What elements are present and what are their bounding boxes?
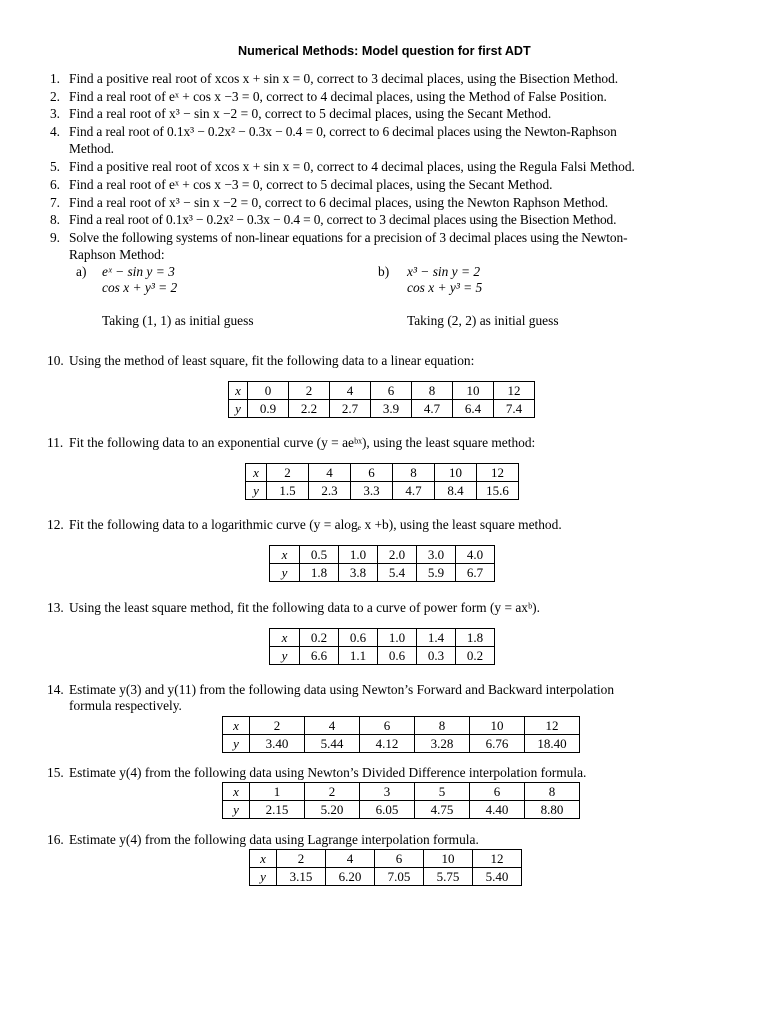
- q15-data-table: [222, 782, 580, 819]
- q16-x-cell: 10: [424, 850, 473, 868]
- q9-text: Solve the following systems of non-linear equations for a precision of 3 decimal places using the Newton-: [69, 230, 628, 245]
- q16-row-x: [250, 850, 522, 868]
- q13-text: Using the least square method, fit the following data to a curve of power form (y = axᵇ).: [69, 600, 540, 615]
- q10-x-cell: 12: [494, 382, 535, 400]
- q13-row-x: [270, 629, 495, 647]
- q15-x-cell: 1: [250, 783, 305, 801]
- q9-part-b-equation-1: x³ − sin y = 2: [407, 264, 481, 279]
- q10-x-cell: 10: [453, 382, 494, 400]
- q12-y-cell: 5.4: [378, 564, 417, 582]
- q16-row-y: [250, 868, 522, 886]
- q9-part-a-equation-1: eˣ − sin y = 3: [102, 264, 175, 279]
- q10-y-cell: 7.4: [494, 400, 535, 418]
- q14-y-cell: 3.28: [415, 735, 470, 753]
- q16-y-label: y: [250, 868, 277, 886]
- q15-y-cell: 2.15: [250, 801, 305, 819]
- q15-number: 15.: [47, 765, 64, 780]
- q16-x-cell: 6: [375, 850, 424, 868]
- q16-text: Estimate y(4) from the following data using Lagrange interpolation formula.: [69, 832, 479, 847]
- q16-y-cell: 5.40: [473, 868, 522, 886]
- q11-y-label: y: [246, 482, 267, 500]
- q11-number: 11.: [47, 435, 64, 450]
- q10-x-cell: 6: [371, 382, 412, 400]
- q11-y-cell: 4.7: [393, 482, 435, 500]
- q15-row-x: [223, 783, 580, 801]
- q10-y-cell: 4.7: [412, 400, 453, 418]
- q11-y-cell: 3.3: [351, 482, 393, 500]
- q13-number: 13.: [47, 600, 64, 615]
- q10-row-y: [229, 400, 535, 418]
- q7-number: 7.: [49, 195, 60, 210]
- q9-number: 9.: [49, 230, 60, 245]
- q16-x-cell: 4: [326, 850, 375, 868]
- q12-text: Fit the following data to a logarithmic curve (y = alogₑ x +b), using the least square method.: [69, 517, 562, 532]
- q1-number: 1.: [49, 71, 60, 86]
- q12-x-cell: 0.5: [300, 546, 339, 564]
- q14-y-cell: 6.76: [470, 735, 525, 753]
- q13-row-y: [270, 647, 495, 665]
- q12-row-x: [270, 546, 495, 564]
- q13-x-cell: 1.8: [456, 629, 495, 647]
- q14-x-label: x: [223, 717, 250, 735]
- q11-x-cell: 12: [477, 464, 519, 482]
- q10-number: 10.: [47, 353, 64, 368]
- q14-y-cell: 4.12: [360, 735, 415, 753]
- q9-part-b-guess: Taking (2, 2) as initial guess: [407, 313, 559, 328]
- q15-y-cell: 5.20: [305, 801, 360, 819]
- q10-y-cell: 6.4: [453, 400, 494, 418]
- q15-y-cell: 4.75: [415, 801, 470, 819]
- q14-data-table: [222, 716, 580, 753]
- q15-y-cell: 6.05: [360, 801, 415, 819]
- q7-text: Find a real root of x³ − sin x −2 = 0, correct to 6 decimal places, using the Newton Raphson Method.: [69, 195, 609, 210]
- q14-row-x: [223, 717, 580, 735]
- q13-y-cell: 6.6: [300, 647, 339, 665]
- q10-data-table: [228, 381, 535, 418]
- q1-text: Find a positive real root of xcos x + sin x = 0, correct to 3 decimal places, using the Bisection Method.: [69, 71, 619, 86]
- q12-y-cell: 6.7: [456, 564, 495, 582]
- q15-x-cell: 3: [360, 783, 415, 801]
- q11-x-label: x: [246, 464, 267, 482]
- q13-x-cell: 0.6: [339, 629, 378, 647]
- q10-y-cell: 2.7: [330, 400, 371, 418]
- q11-x-cell: 4: [309, 464, 351, 482]
- q4-number: 4.: [49, 124, 60, 139]
- q14-x-cell: 2: [250, 717, 305, 735]
- q9-part-b-label: b): [378, 264, 390, 279]
- q16-number: 16.: [47, 832, 64, 847]
- q11-x-cell: 6: [351, 464, 393, 482]
- q11-row-y: [246, 482, 519, 500]
- q10-y-cell: 0.9: [248, 400, 289, 418]
- q12-data-table: [269, 545, 495, 582]
- q14-x-cell: 12: [525, 717, 580, 735]
- q15-x-label: x: [223, 783, 250, 801]
- q14-y-cell: 18.40: [525, 735, 580, 753]
- q12-x-cell: 4.0: [456, 546, 495, 564]
- q11-y-cell: 2.3: [309, 482, 351, 500]
- q12-x-label: x: [270, 546, 300, 564]
- q5-number: 5.: [49, 159, 60, 174]
- q11-data-table: [245, 463, 519, 500]
- q11-x-cell: 8: [393, 464, 435, 482]
- q15-y-cell: 4.40: [470, 801, 525, 819]
- q9-part-b-equation-2: cos x + y³ = 5: [407, 280, 483, 295]
- q15-row-y: [223, 801, 580, 819]
- q10-y-cell: 2.2: [289, 400, 330, 418]
- q13-y-cell: 0.2: [456, 647, 495, 665]
- q9-part-a-equation-2: cos x + y³ = 2: [102, 280, 178, 295]
- q9-text-continued: Raphson Method:: [69, 247, 165, 262]
- q4-text-continued: Method.: [69, 141, 115, 156]
- q10-x-cell: 8: [412, 382, 453, 400]
- q14-x-cell: 6: [360, 717, 415, 735]
- q12-row-y: [270, 564, 495, 582]
- q13-x-cell: 0.2: [300, 629, 339, 647]
- q14-x-cell: 8: [415, 717, 470, 735]
- q8-text: Find a real root of 0.1x³ − 0.2x² − 0.3x − 0.4 = 0, correct to 3 decimal places using the Bisection Method.: [69, 212, 617, 227]
- q16-x-cell: 2: [277, 850, 326, 868]
- q12-y-cell: 1.8: [300, 564, 339, 582]
- q10-x-label: x: [229, 382, 248, 400]
- q12-x-cell: 3.0: [417, 546, 456, 564]
- q15-x-cell: 5: [415, 783, 470, 801]
- q2-text: Find a real root of eˣ + cos x −3 = 0, correct to 4 decimal places, using the Method of False Position.: [69, 89, 607, 104]
- q12-y-cell: 5.9: [417, 564, 456, 582]
- q14-text-continued: formula respectively.: [69, 698, 182, 713]
- q13-y-cell: 0.6: [378, 647, 417, 665]
- q11-text: Fit the following data to an exponential curve (y = aeᵇˣ), using the least square method:: [69, 435, 536, 450]
- q14-y-cell: 3.40: [250, 735, 305, 753]
- page-title: Numerical Methods: Model question for first ADT: [238, 44, 531, 58]
- q10-x-cell: 4: [330, 382, 371, 400]
- q10-x-cell: 0: [248, 382, 289, 400]
- q10-row-x: [229, 382, 535, 400]
- q16-y-cell: 5.75: [424, 868, 473, 886]
- q5-text: Find a positive real root of xcos x + sin x = 0, correct to 4 decimal places, using the Regula Falsi Method.: [69, 159, 635, 174]
- q13-y-cell: 0.3: [417, 647, 456, 665]
- q14-y-label: y: [223, 735, 250, 753]
- q14-text: Estimate y(3) and y(11) from the following data using Newton’s Forward and Backward interpolation: [69, 682, 615, 697]
- q3-number: 3.: [49, 106, 60, 121]
- q15-x-cell: 6: [470, 783, 525, 801]
- q16-y-cell: 6.20: [326, 868, 375, 886]
- q4-text: Find a real root of 0.1x³ − 0.2x² − 0.3x − 0.4 = 0, correct to 6 decimal places using the Newton-Raphson: [69, 124, 617, 139]
- q13-y-cell: 1.1: [339, 647, 378, 665]
- q14-number: 14.: [47, 682, 64, 697]
- q6-text: Find a real root of eˣ + cos x −3 = 0, correct to 5 decimal places, using the Secant Method.: [69, 177, 553, 192]
- q6-number: 6.: [49, 177, 60, 192]
- q11-x-cell: 10: [435, 464, 477, 482]
- q8-number: 8.: [49, 212, 60, 227]
- q10-x-cell: 2: [289, 382, 330, 400]
- q13-x-label: x: [270, 629, 300, 647]
- q12-x-cell: 1.0: [339, 546, 378, 564]
- q15-y-label: y: [223, 801, 250, 819]
- q12-y-label: y: [270, 564, 300, 582]
- q12-x-cell: 2.0: [378, 546, 417, 564]
- q3-text: Find a real root of x³ − sin x −2 = 0, correct to 5 decimal places, using the Secant Method.: [69, 106, 552, 121]
- q12-number: 12.: [47, 517, 64, 532]
- q9-part-a-guess: Taking (1, 1) as initial guess: [102, 313, 254, 328]
- q13-y-label: y: [270, 647, 300, 665]
- q16-data-table: [249, 849, 522, 886]
- q16-x-cell: 12: [473, 850, 522, 868]
- q14-row-y: [223, 735, 580, 753]
- q11-x-cell: 2: [267, 464, 309, 482]
- q10-y-cell: 3.9: [371, 400, 412, 418]
- q13-data-table: [269, 628, 495, 665]
- q11-y-cell: 8.4: [435, 482, 477, 500]
- q13-x-cell: 1.0: [378, 629, 417, 647]
- q9-part-a-label: a): [76, 264, 87, 279]
- q14-x-cell: 4: [305, 717, 360, 735]
- q15-x-cell: 8: [525, 783, 580, 801]
- q14-x-cell: 10: [470, 717, 525, 735]
- q10-y-label: y: [229, 400, 248, 418]
- q11-row-x: [246, 464, 519, 482]
- q11-y-cell: 15.6: [477, 482, 519, 500]
- q16-y-cell: 7.05: [375, 868, 424, 886]
- q14-y-cell: 5.44: [305, 735, 360, 753]
- q15-y-cell: 8.80: [525, 801, 580, 819]
- q15-x-cell: 2: [305, 783, 360, 801]
- q15-text: Estimate y(4) from the following data using Newton’s Divided Difference interpolation formula.: [69, 765, 587, 780]
- q13-x-cell: 1.4: [417, 629, 456, 647]
- q11-y-cell: 1.5: [267, 482, 309, 500]
- q12-y-cell: 3.8: [339, 564, 378, 582]
- q2-number: 2.: [49, 89, 60, 104]
- q16-y-cell: 3.15: [277, 868, 326, 886]
- q10-text: Using the method of least square, fit the following data to a linear equation:: [69, 353, 475, 368]
- q16-x-label: x: [250, 850, 277, 868]
